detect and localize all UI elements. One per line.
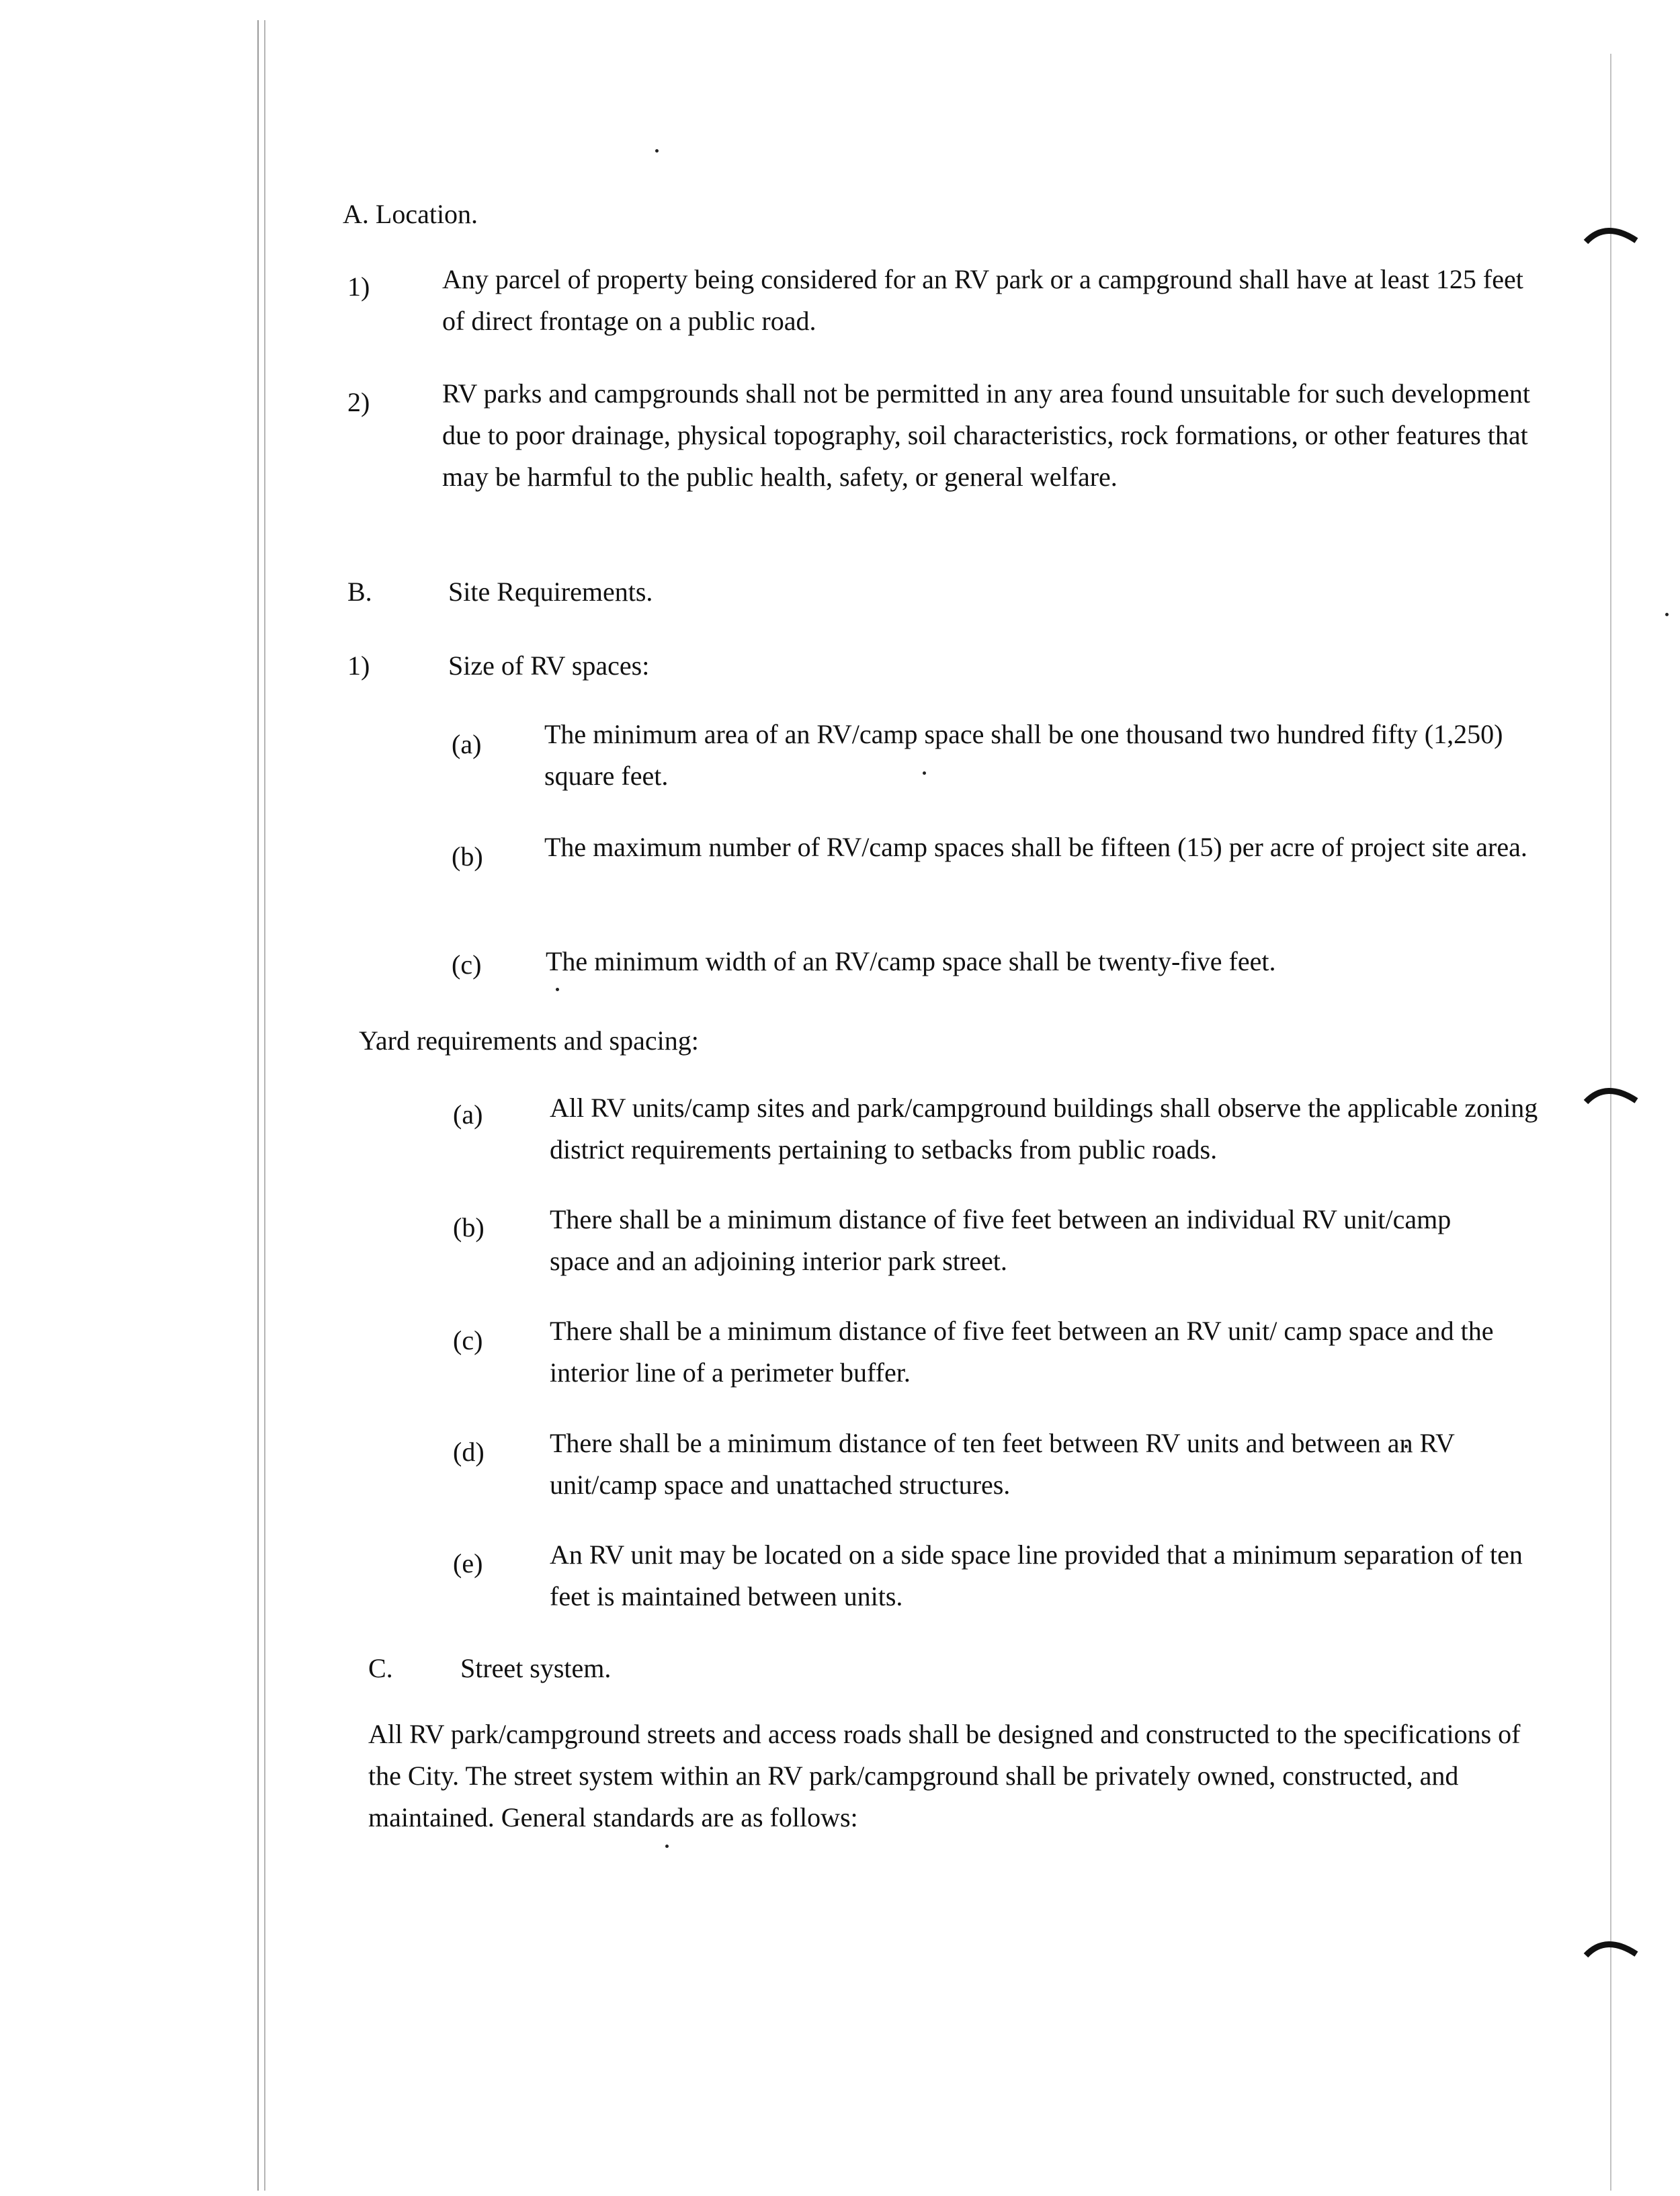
- yard-subitem-e-label: (e): [453, 1548, 483, 1578]
- yard-requirements-heading: Yard requirements and spacing:: [359, 1025, 699, 1056]
- section-a-item-1-number: 1): [347, 271, 370, 302]
- section-b-title: Site Requirements.: [448, 577, 653, 607]
- binding-line-left-1: [257, 20, 259, 2191]
- yard-subitem-b-text: There shall be a minimum distance of five feet between an individual RV unit/camp space and an adjoining interior park street.: [550, 1204, 1452, 1276]
- section-b-item-1-text: Size of RV spaces:: [448, 650, 650, 681]
- hole-punch-mark-1: [1583, 215, 1643, 249]
- hole-punch-mark-3: [1583, 1929, 1643, 1962]
- size-subitem-a-label: (a): [452, 729, 482, 759]
- section-c-paragraph: All RV park/campground streets and access roads shall be designed and constructed to the specifications of the City. The street system within an RV park/campground shall be privately owned, constructed, and maintained. General standards are as follows:: [368, 1719, 1521, 1832]
- section-a-item-1-text: Any parcel of property being considered for an RV park or a campground shall have at least 125 feet of direct frontage on a public road.: [442, 264, 1523, 336]
- speck: [665, 1845, 669, 1848]
- section-b-item-1-number: 1): [347, 650, 370, 681]
- binding-line-right: [1610, 54, 1611, 2191]
- section-a-item-2-number: 2): [347, 387, 370, 417]
- size-subitem-a-text: The minimum area of an RV/camp space shall be one thousand two hundred fifty (1,250) square feet.: [544, 719, 1503, 791]
- yard-subitem-a-label: (a): [453, 1099, 483, 1130]
- speck: [1665, 613, 1669, 616]
- section-b-letter: B.: [347, 577, 372, 607]
- yard-subitem-c-label: (c): [453, 1325, 483, 1355]
- section-a-heading: A. Location.: [343, 199, 478, 229]
- section-a-item-2-text: RV parks and campgrounds shall not be permitted in any area found unsuitable for such development due to poor drainage, physical topography, soil characteristics, rock formations, or other features that may be harmful to the public health, safety, or general welfare.: [442, 378, 1530, 492]
- size-subitem-c-label: (c): [452, 949, 482, 980]
- size-subitem-c-text: The minimum width of an RV/camp space shall be twenty-five feet.: [546, 946, 1276, 976]
- size-subitem-b-label: (b): [452, 841, 483, 872]
- speck: [556, 988, 559, 991]
- yard-subitem-c-text: There shall be a minimum distance of five feet between an RV unit/ camp space and the interior line of a perimeter buffer.: [550, 1316, 1494, 1388]
- yard-subitem-a-text: All RV units/camp sites and park/campground buildings shall observe the applicable zoning district requirements pertaining to setbacks from public roads.: [550, 1093, 1538, 1165]
- size-subitem-b-text: The maximum number of RV/camp spaces shall be fifteen (15) per acre of project site area.: [544, 832, 1527, 862]
- hole-punch-mark-2: [1583, 1075, 1643, 1109]
- binding-line-left-2: [264, 20, 265, 2191]
- yard-subitem-d-label: (d): [453, 1437, 485, 1467]
- yard-subitem-d-text: There shall be a minimum distance of ten feet between RV units and between an RV unit/camp space and unattached structures.: [550, 1428, 1455, 1500]
- section-c-letter: C.: [368, 1653, 393, 1683]
- yard-subitem-e-text: An RV unit may be located on a side space line provided that a minimum separation of ten feet is maintained between units.: [550, 1539, 1523, 1611]
- speck: [655, 149, 659, 153]
- yard-subitem-b-label: (b): [453, 1212, 485, 1242]
- section-c-title: Street system.: [460, 1653, 612, 1683]
